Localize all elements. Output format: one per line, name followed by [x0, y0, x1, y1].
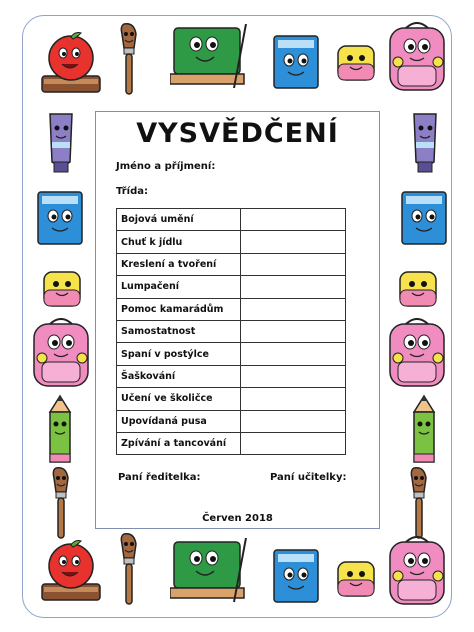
subject-cell: Spaní v postýlce — [117, 343, 241, 365]
teacher-label: Paní učitelky: — [270, 472, 347, 483]
subject-cell: Kreslení a tvoření — [117, 253, 241, 275]
table-row — [117, 343, 346, 365]
grade-cell[interactable] — [241, 365, 346, 387]
certificate-sheet — [95, 111, 380, 529]
eraser-icon — [40, 266, 84, 310]
director-label: Paní ředitelka: — [118, 472, 201, 483]
subject-cell: Učení ve školičce — [117, 388, 241, 410]
grade-cell[interactable] — [241, 320, 346, 342]
brush-icon — [112, 22, 146, 98]
eraser-icon — [396, 266, 440, 310]
book-icon — [270, 32, 322, 92]
brush-icon — [402, 466, 436, 542]
book-icon — [398, 188, 450, 248]
subject-cell: Šaškování — [117, 365, 241, 387]
backpack-icon — [384, 22, 450, 94]
subject-cell: Samostatnost — [117, 320, 241, 342]
grade-cell[interactable] — [241, 253, 346, 275]
glue-tube-icon — [404, 108, 446, 174]
grade-cell[interactable] — [241, 298, 346, 320]
backpack-icon — [28, 318, 94, 390]
table-row — [117, 253, 346, 275]
subject-cell: Pomoc kamarádům — [117, 298, 241, 320]
brush-icon — [112, 532, 146, 608]
grade-cell[interactable] — [241, 231, 346, 253]
table-row — [117, 320, 346, 342]
table-row — [117, 365, 346, 387]
grade-cell[interactable] — [241, 432, 346, 454]
name-label: Jméno a příjmení: — [116, 161, 216, 172]
grade-cell[interactable] — [241, 388, 346, 410]
book-icon — [34, 188, 86, 248]
apple-icon — [36, 540, 108, 604]
grade-cell[interactable] — [241, 209, 346, 231]
date-label: Červen 2018 — [202, 513, 273, 524]
class-label: Třída: — [116, 186, 148, 197]
pencil-icon — [408, 394, 440, 464]
apple-icon — [36, 32, 108, 96]
table-row — [117, 410, 346, 432]
table-row — [117, 276, 346, 298]
subject-cell: Chuť k jídlu — [117, 231, 241, 253]
eraser-icon — [334, 556, 378, 600]
grades-table — [116, 208, 346, 455]
chalkboard-icon — [170, 24, 250, 92]
brush-icon — [44, 466, 78, 542]
grade-cell[interactable] — [241, 276, 346, 298]
table-row — [117, 209, 346, 231]
table-row — [117, 388, 346, 410]
pencil-icon — [44, 394, 76, 464]
backpack-icon — [384, 536, 450, 608]
table-row — [117, 231, 346, 253]
eraser-icon — [334, 40, 378, 84]
grade-cell[interactable] — [241, 343, 346, 365]
backpack-icon — [384, 318, 450, 390]
subject-cell: Bojová umění — [117, 209, 241, 231]
subject-cell: Upovídaná pusa — [117, 410, 241, 432]
table-row — [117, 298, 346, 320]
subject-cell: Zpívání a tancování — [117, 432, 241, 454]
glue-tube-icon — [40, 108, 82, 174]
subject-cell: Lumpačení — [117, 276, 241, 298]
chalkboard-icon — [170, 538, 250, 606]
certificate-title: VYSVĚDČENÍ — [136, 118, 339, 149]
book-icon — [270, 546, 322, 606]
table-row — [117, 432, 346, 454]
grade-cell[interactable] — [241, 410, 346, 432]
